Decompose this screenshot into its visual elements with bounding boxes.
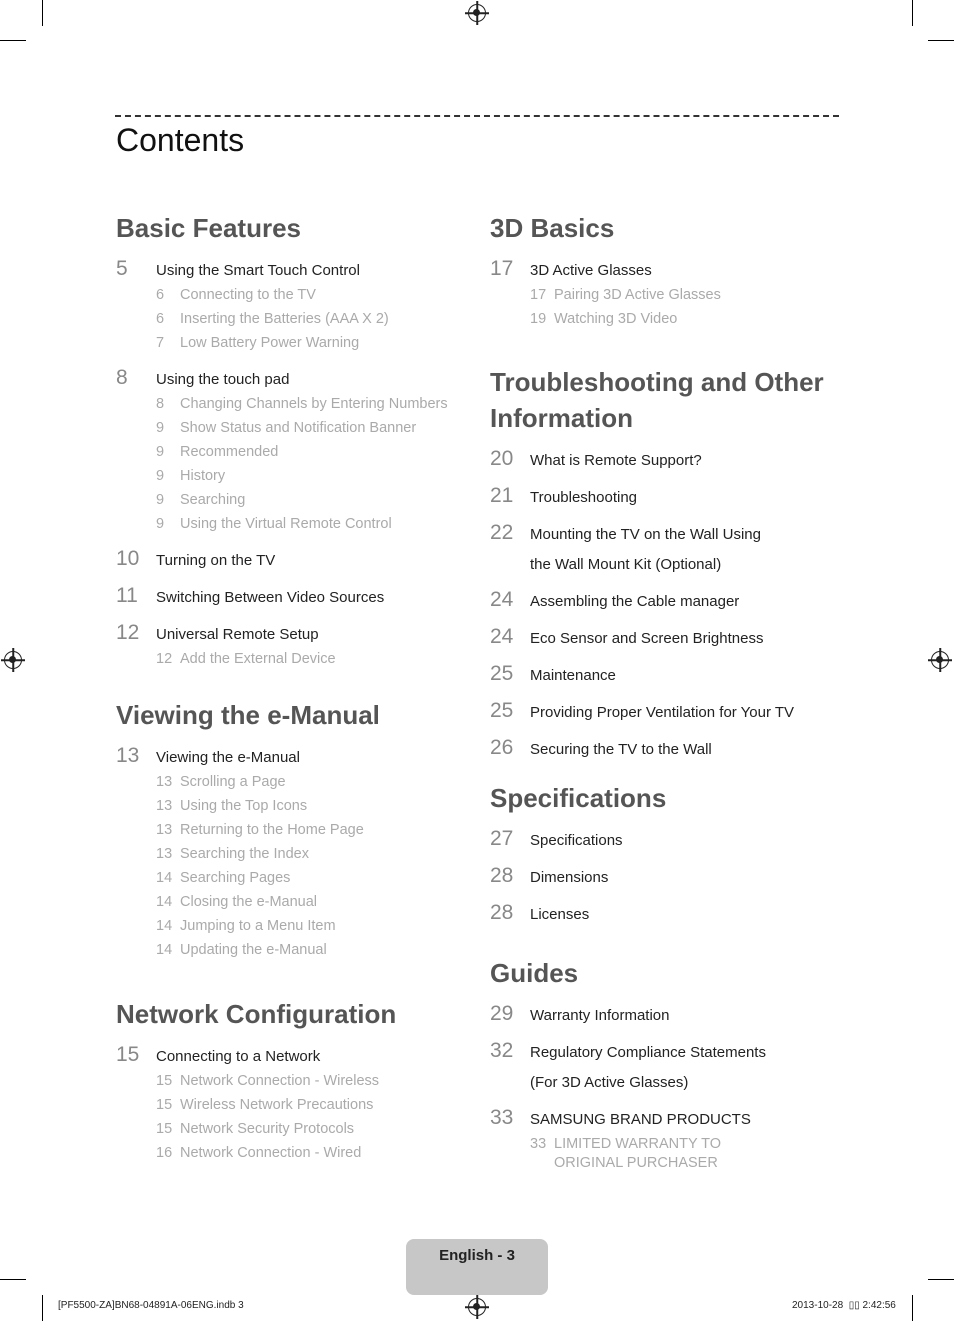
entry-title: Switching Between Video Sources bbox=[156, 589, 385, 606]
entry-page-number: 10 bbox=[116, 547, 140, 570]
subentry-page-number: 16 bbox=[156, 1145, 173, 1161]
subentry-page-number: 13 bbox=[156, 846, 173, 862]
entry-title: 3D Active Glasses bbox=[530, 262, 652, 279]
subentry-page-number: 6 bbox=[156, 311, 165, 327]
subentry-title bbox=[180, 938, 327, 962]
toc-entry-main bbox=[490, 698, 840, 725]
subentry-title-line: Connecting to the TV bbox=[180, 287, 316, 303]
entry-page-number: 27 bbox=[490, 827, 514, 850]
toc-subentry[interactable] bbox=[156, 818, 466, 842]
crop-mark bbox=[42, 1295, 43, 1321]
toc-section bbox=[490, 780, 840, 927]
toc-entry-main bbox=[490, 1105, 840, 1132]
subentry-title-line: Network Security Protocols bbox=[180, 1121, 355, 1137]
toc-entry[interactable] bbox=[116, 743, 466, 962]
subentry-page-number: 17 bbox=[530, 287, 547, 303]
subentry-page-number: 12 bbox=[156, 651, 173, 667]
subentry-title bbox=[180, 512, 392, 536]
toc-entry-main bbox=[490, 1001, 840, 1028]
subentry-page-number: 7 bbox=[156, 335, 165, 351]
toc-subentry[interactable] bbox=[530, 283, 840, 307]
toc-entry[interactable] bbox=[116, 256, 466, 355]
toc-entry-main bbox=[116, 1042, 466, 1069]
entry-title-continued: (For 3D Active Glasses) bbox=[530, 1074, 689, 1091]
toc-entry-main bbox=[490, 520, 840, 547]
toc-entry-main bbox=[490, 661, 840, 688]
subentry-title bbox=[180, 283, 316, 307]
entry-page-number: 5 bbox=[116, 257, 128, 280]
toc-entry-main bbox=[490, 446, 840, 473]
subentry-page-number: 14 bbox=[156, 918, 173, 934]
toc-entry-main bbox=[490, 826, 840, 853]
subentry-title bbox=[180, 866, 290, 890]
toc-entry-main bbox=[490, 1038, 840, 1065]
subentry-title-line: History bbox=[180, 468, 226, 484]
crop-mark bbox=[0, 1279, 26, 1280]
subentry-page-number: 9 bbox=[156, 468, 165, 484]
subentry-title-line: Updating the e-Manual bbox=[180, 942, 327, 958]
toc-entry-main bbox=[116, 583, 466, 610]
subentry-title-line: Changing Channels by Entering Numbers bbox=[180, 396, 448, 412]
section-heading: Viewing the e-Manual bbox=[116, 700, 380, 730]
subentry-page-number: 13 bbox=[156, 798, 173, 814]
subentry-title-line: Inserting the Batteries (AAA X 2) bbox=[180, 311, 389, 327]
toc-entry[interactable] bbox=[490, 661, 840, 688]
entry-list bbox=[116, 256, 466, 671]
toc-subentry[interactable] bbox=[156, 440, 466, 464]
entry-title: Regulatory Compliance Statements bbox=[530, 1044, 766, 1061]
toc-section bbox=[116, 996, 466, 1165]
entry-title: Specifications bbox=[530, 832, 623, 849]
toc-entry-main bbox=[490, 735, 840, 762]
section-heading: Troubleshooting and Other Information bbox=[490, 367, 824, 433]
subentry-title bbox=[180, 1141, 361, 1165]
toc-subentry[interactable] bbox=[156, 488, 466, 512]
registration-mark-icon bbox=[468, 1298, 486, 1316]
subentry-title bbox=[180, 818, 364, 842]
crop-mark bbox=[42, 0, 43, 26]
entry-page-number: 17 bbox=[490, 257, 514, 280]
entry-title: Securing the TV to the Wall bbox=[530, 741, 712, 758]
toc-subentry[interactable] bbox=[156, 464, 466, 488]
toc-entry[interactable] bbox=[116, 620, 466, 671]
toc-entry-main bbox=[490, 624, 840, 651]
subentry-title-line: Searching bbox=[180, 492, 246, 508]
crop-mark bbox=[928, 40, 954, 41]
toc-entry-main bbox=[490, 863, 840, 890]
print-slug-right: 2013-10-28 ▯▯ 2:42:56 bbox=[792, 1300, 896, 1311]
subentry-title-line: Returning to the Home Page bbox=[180, 822, 364, 838]
subentry-page-number: 9 bbox=[156, 420, 165, 436]
toc-entry-continuation bbox=[490, 552, 840, 577]
subentry-page-number: 14 bbox=[156, 870, 173, 886]
toc-subentry[interactable] bbox=[156, 1069, 466, 1093]
toc-entry-main bbox=[490, 900, 840, 927]
toc-entry-main bbox=[116, 743, 466, 770]
entry-title: What is Remote Support? bbox=[530, 452, 702, 469]
entry-page-number: 33 bbox=[490, 1106, 514, 1129]
print-slug-left: [PF5500-ZA]BN68-04891A-06ENG.indb 3 bbox=[58, 1300, 244, 1311]
entry-page-number: 25 bbox=[490, 662, 514, 685]
crop-mark bbox=[0, 40, 26, 41]
subentry-page-number: 14 bbox=[156, 942, 173, 958]
toc-subentry[interactable] bbox=[156, 770, 466, 794]
entry-page-number: 32 bbox=[490, 1039, 514, 1062]
entry-page-number: 26 bbox=[490, 736, 514, 759]
entry-title: Licenses bbox=[530, 906, 590, 923]
subentry-title-line: LIMITED WARRANTY TO bbox=[554, 1136, 722, 1152]
entry-page-number: 24 bbox=[490, 588, 514, 611]
subentry-title-line: Add the External Device bbox=[180, 651, 336, 667]
subentry-title bbox=[180, 331, 359, 355]
toc-section bbox=[490, 210, 840, 331]
toc-subentry[interactable] bbox=[156, 1141, 466, 1165]
section-heading: Specifications bbox=[490, 783, 667, 813]
subentry-title-line: Searching the Index bbox=[180, 846, 309, 862]
toc-entry[interactable] bbox=[490, 1038, 840, 1095]
entry-title: Providing Proper Ventilation for Your TV bbox=[530, 704, 795, 721]
toc-subentry[interactable] bbox=[156, 647, 466, 671]
entry-title: Connecting to a Network bbox=[156, 1048, 321, 1065]
subentry-title bbox=[554, 1135, 721, 1173]
toc-entry[interactable] bbox=[490, 1105, 840, 1173]
subentry-page-number: 13 bbox=[156, 822, 173, 838]
toc-entry[interactable] bbox=[490, 698, 840, 725]
entry-page-number: 8 bbox=[116, 366, 128, 389]
toc-entry[interactable] bbox=[490, 256, 840, 331]
toc-entry[interactable] bbox=[490, 863, 840, 890]
entry-page-number: 12 bbox=[116, 621, 140, 644]
entry-title: Viewing the e-Manual bbox=[156, 749, 300, 766]
subentry-title bbox=[180, 440, 278, 464]
toc-entry-main bbox=[116, 256, 466, 283]
subentry-page-number: 15 bbox=[156, 1073, 173, 1089]
subentry-title bbox=[180, 464, 225, 488]
subentry-page-number: 33 bbox=[530, 1136, 547, 1152]
entry-page-number: 22 bbox=[490, 521, 514, 544]
toc-entry[interactable] bbox=[490, 826, 840, 853]
entry-title: Troubleshooting bbox=[530, 489, 638, 506]
entry-list bbox=[490, 256, 840, 331]
toc-entry[interactable] bbox=[490, 520, 840, 577]
subentry-page-number: 6 bbox=[156, 287, 165, 303]
toc-subentry[interactable] bbox=[156, 1117, 466, 1141]
section-heading: 3D Basics bbox=[490, 213, 615, 243]
subentry-title-line: ORIGINAL PURCHASER bbox=[554, 1155, 718, 1171]
toc-subentry[interactable] bbox=[530, 1132, 840, 1173]
toc-subentry[interactable] bbox=[156, 1093, 466, 1117]
registration-mark-icon bbox=[931, 651, 949, 669]
toc-subentry[interactable] bbox=[156, 416, 466, 440]
entry-list bbox=[116, 743, 466, 962]
entry-page-number: 24 bbox=[490, 625, 514, 648]
toc-subentry[interactable] bbox=[156, 938, 466, 962]
toc-entry-main bbox=[116, 620, 466, 647]
subentry-title-line: Show Status and Notification Banner bbox=[180, 420, 417, 436]
toc-entry-main bbox=[490, 483, 840, 510]
subentry-title bbox=[180, 307, 389, 331]
toc-entry[interactable] bbox=[116, 1042, 466, 1165]
toc-entry[interactable] bbox=[116, 583, 466, 610]
entry-title-continued: the Wall Mount Kit (Optional) bbox=[530, 556, 722, 573]
entry-list bbox=[490, 1001, 840, 1173]
entry-title: Universal Remote Setup bbox=[156, 626, 319, 643]
entry-title: Eco Sensor and Screen Brightness bbox=[530, 630, 764, 647]
entry-title: Using the touch pad bbox=[156, 371, 290, 388]
subentry-title bbox=[180, 647, 336, 671]
entry-page-number: 28 bbox=[490, 901, 514, 924]
subentry-title bbox=[180, 794, 307, 818]
section-heading: Basic Features bbox=[116, 213, 301, 243]
entry-title: Using the Smart Touch Control bbox=[156, 262, 360, 279]
subentry-title bbox=[180, 770, 286, 794]
subentry-title bbox=[180, 914, 336, 938]
subentry-title-line: Pairing 3D Active Glasses bbox=[554, 287, 721, 303]
subentry-title bbox=[180, 1093, 373, 1117]
toc-entry[interactable] bbox=[116, 365, 466, 536]
entry-title: Assembling the Cable manager bbox=[530, 593, 740, 610]
toc-entry-main bbox=[116, 365, 466, 392]
toc-section bbox=[116, 210, 466, 671]
entry-list bbox=[490, 446, 840, 762]
section-heading: Guides bbox=[490, 958, 579, 988]
toc-entry[interactable] bbox=[490, 735, 840, 762]
subentry-page-number: 9 bbox=[156, 492, 165, 508]
toc-section bbox=[490, 955, 840, 1173]
subentry-title-line: Recommended bbox=[180, 444, 279, 460]
toc-entry[interactable] bbox=[490, 1001, 840, 1028]
toc-entry[interactable] bbox=[116, 546, 466, 573]
subentry-title bbox=[180, 488, 245, 512]
toc-subentry[interactable] bbox=[156, 283, 466, 307]
toc-entry[interactable] bbox=[490, 587, 840, 614]
entry-title: Maintenance bbox=[530, 667, 616, 684]
entry-page-number: 21 bbox=[490, 484, 514, 507]
subentry-title-line: Scrolling a Page bbox=[180, 774, 286, 790]
entry-title: Dimensions bbox=[530, 869, 609, 886]
page-title: Contents bbox=[116, 122, 245, 158]
section-heading: Network Configuration bbox=[116, 999, 397, 1029]
subentry-title bbox=[180, 842, 309, 866]
crop-mark bbox=[912, 0, 913, 26]
toc-entry[interactable] bbox=[490, 483, 840, 510]
subentry-page-number: 9 bbox=[156, 444, 165, 460]
subentry-title-line: Using the Virtual Remote Control bbox=[180, 516, 392, 532]
registration-mark-icon bbox=[4, 651, 22, 669]
subentry-title bbox=[180, 416, 416, 440]
subentry-title-line: Watching 3D Video bbox=[554, 311, 678, 327]
toc-subentry[interactable] bbox=[156, 890, 466, 914]
toc-subentry[interactable] bbox=[156, 866, 466, 890]
entry-page-number: 28 bbox=[490, 864, 514, 887]
subentry-title-line: Jumping to a Menu Item bbox=[180, 918, 336, 934]
subentry-title bbox=[180, 1117, 354, 1141]
subentry-page-number: 19 bbox=[530, 311, 547, 327]
subentry-title-line: Searching Pages bbox=[180, 870, 291, 886]
subentry-title-line: Wireless Network Precautions bbox=[180, 1097, 374, 1113]
subentry-title bbox=[554, 283, 721, 307]
subentry-title bbox=[180, 392, 448, 416]
entry-list bbox=[116, 1042, 466, 1165]
subentry-title bbox=[554, 307, 677, 331]
toc-subentry[interactable] bbox=[156, 842, 466, 866]
toc-subentry[interactable] bbox=[156, 512, 466, 536]
toc-entry[interactable] bbox=[490, 900, 840, 927]
crop-mark bbox=[912, 1295, 913, 1321]
subentry-page-number: 8 bbox=[156, 396, 165, 412]
toc-entry[interactable] bbox=[490, 446, 840, 473]
entry-list bbox=[490, 826, 840, 927]
dashed-rule bbox=[115, 115, 839, 117]
entry-title: Turning on the TV bbox=[156, 552, 276, 569]
entry-title: Warranty Information bbox=[530, 1007, 670, 1024]
toc-subentry[interactable] bbox=[156, 392, 466, 416]
entry-page-number: 13 bbox=[116, 744, 140, 767]
crop-mark bbox=[928, 1279, 954, 1280]
toc-entry[interactable] bbox=[490, 624, 840, 651]
subentry-page-number: 9 bbox=[156, 516, 165, 532]
subentry-page-number: 15 bbox=[156, 1121, 173, 1137]
entry-page-number: 20 bbox=[490, 447, 514, 470]
subentry-title-line: Network Connection - Wired bbox=[180, 1145, 362, 1161]
toc-section bbox=[116, 697, 466, 962]
toc-subentry[interactable] bbox=[156, 331, 466, 355]
toc-subentry[interactable] bbox=[156, 914, 466, 938]
toc-entry-continuation bbox=[490, 1070, 840, 1095]
subentry-title bbox=[180, 1069, 379, 1093]
entry-title: SAMSUNG BRAND PRODUCTS bbox=[530, 1111, 751, 1128]
registration-mark-icon bbox=[468, 4, 486, 22]
toc-subentry[interactable] bbox=[530, 307, 840, 331]
subentry-page-number: 14 bbox=[156, 894, 173, 910]
subentry-title-line: Network Connection - Wireless bbox=[180, 1073, 380, 1089]
subentry-title-line: Using the Top Icons bbox=[180, 798, 308, 814]
toc-section bbox=[490, 364, 840, 762]
subentry-page-number: 15 bbox=[156, 1097, 173, 1113]
toc-subentry[interactable] bbox=[156, 307, 466, 331]
entry-page-number: 11 bbox=[116, 584, 138, 607]
entry-page-number: 29 bbox=[490, 1002, 514, 1025]
toc-entry-main bbox=[116, 546, 466, 573]
entry-title: Mounting the TV on the Wall Using bbox=[530, 526, 761, 543]
entry-page-number: 15 bbox=[116, 1043, 140, 1066]
subentry-page-number: 13 bbox=[156, 774, 173, 790]
toc-subentry[interactable] bbox=[156, 794, 466, 818]
entry-page-number: 25 bbox=[490, 699, 514, 722]
toc-entry-main bbox=[490, 587, 840, 614]
toc-entry-main bbox=[490, 256, 840, 283]
page-number-label: English - 3 bbox=[439, 1247, 515, 1264]
subentry-title-line: Low Battery Power Warning bbox=[180, 335, 360, 351]
subentry-title-line: Closing the e-Manual bbox=[180, 894, 318, 910]
subentry-title bbox=[180, 890, 317, 914]
